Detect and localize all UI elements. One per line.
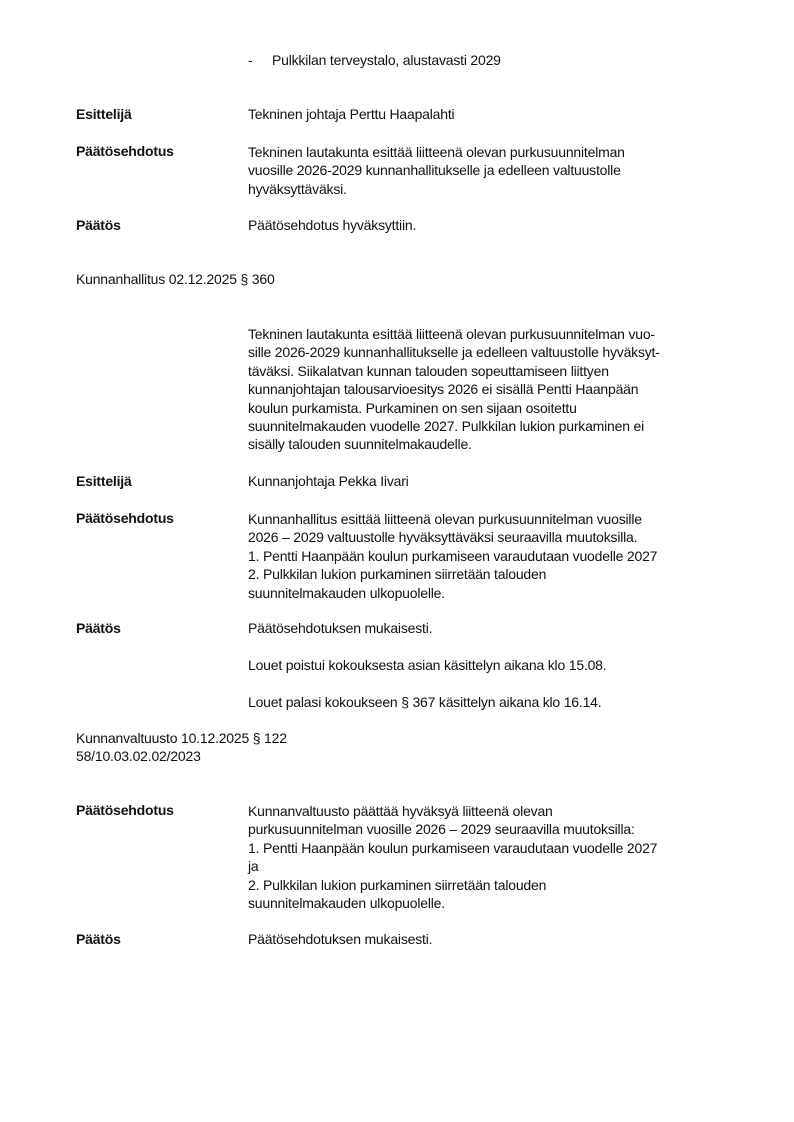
paatos-value: Päätösehdotuksen mukaisesti. xyxy=(248,931,433,947)
esittelija-label: Esittelijä xyxy=(76,106,132,122)
text-line: 2. Pulkkilan lukion purkaminen siirretään talouden xyxy=(248,566,547,583)
text-line: Kunnanvaltuusto päättää hyväksyä liitteenä olevan xyxy=(248,803,553,819)
paatos-label: Päätös xyxy=(76,217,121,233)
text-line: kunnanjohtajan talousarvioesitys 2026 ei sisällä Pentti Haanpään xyxy=(248,381,639,398)
attendance-note: Louet poistui kokouksesta asian käsittelyn aikana klo 15.08. xyxy=(248,657,607,673)
attendance-note: Louet palasi kokoukseen § 367 käsittelyn aikana klo 16.14. xyxy=(248,694,602,710)
text-line: koulun purkamista. Purkaminen on sen sijaan osoitettu xyxy=(248,399,577,416)
text-line: suunnitelmakauden ulkopuolelle. xyxy=(248,584,445,601)
bullet-text: Pulkkilan terveystalo, alustavasti 2029 xyxy=(272,52,501,68)
text-line: 2026 – 2029 valtuustolle hyväksyttäväksi seuraavilla muutoksilla. xyxy=(248,529,638,546)
paatosehdotus-label: Päätösehdotus xyxy=(76,510,174,526)
text-line: 1. Pentti Haanpään koulun purkamiseen varaudutaan vuodelle 2027 xyxy=(248,547,658,564)
esittelija-value: Tekninen johtaja Perttu Haapalahti xyxy=(248,106,455,122)
text-line: 1. Pentti Haanpään koulun purkamiseen varaudutaan vuodelle 2027 xyxy=(248,839,658,856)
paatos-value: Päätösehdotuksen mukaisesti. xyxy=(248,620,433,636)
intro-paragraph xyxy=(248,325,748,454)
paatos-label: Päätös xyxy=(76,620,121,636)
text-line: hyväksyttäväksi. xyxy=(248,180,347,197)
paatosehdotus-text xyxy=(248,510,748,602)
text-line: ja xyxy=(248,858,259,875)
text-line: Tekninen lautakunta esittää liitteenä olevan purkusuunnitelman vuo- xyxy=(248,326,655,342)
esittelija-value: Kunnanjohtaja Pekka Iivari xyxy=(248,473,409,489)
text-line: 2. Pulkkilan lukion purkaminen siirretään talouden xyxy=(248,876,547,893)
text-line: sisälly talouden suunnitelmakaudelle. xyxy=(248,436,472,453)
paatosehdotus-text xyxy=(248,802,748,912)
text-line: purkusuunnitelman vuosille 2026 – 2029 seuraavilla muutoksilla: xyxy=(248,821,635,838)
bullet-marker: - xyxy=(248,52,253,68)
meeting-header: Kunnanvaltuusto 10.12.2025 § 122 xyxy=(76,730,287,746)
text-line: täväksi. Siikalatvan kunnan talouden sopeuttamiseen liittyen xyxy=(248,362,609,379)
text-line: suunnitelmakauden vuodelle 2027. Pulkkilan lukion purkaminen ei xyxy=(248,418,644,435)
paatosehdotus-label: Päätösehdotus xyxy=(76,802,174,818)
paatosehdotus-label: Päätösehdotus xyxy=(76,143,174,159)
paatos-value: Päätösehdotus hyväksyttiin. xyxy=(248,217,417,233)
paatosehdotus-text xyxy=(248,143,748,198)
text-line: vuosille 2026-2029 kunnanhallitukselle ja edelleen valtuustolle xyxy=(248,162,621,179)
esittelija-label: Esittelijä xyxy=(76,473,132,489)
meeting-header: Kunnanhallitus 02.12.2025 § 360 xyxy=(76,271,275,287)
text-line: Kunnanhallitus esittää liitteenä olevan purkusuunnitelman vuosille xyxy=(248,511,642,527)
record-reference: 58/10.03.02.02/2023 xyxy=(76,748,201,764)
text-line: suunnitelmakauden ulkopuolelle. xyxy=(248,895,445,912)
paatos-label: Päätös xyxy=(76,931,121,947)
text-line: Tekninen lautakunta esittää liitteenä olevan purkusuunnitelman xyxy=(248,144,625,160)
text-line: sille 2026-2029 kunnanhallitukselle ja edelleen valtuustolle hyväksyt- xyxy=(248,344,660,361)
